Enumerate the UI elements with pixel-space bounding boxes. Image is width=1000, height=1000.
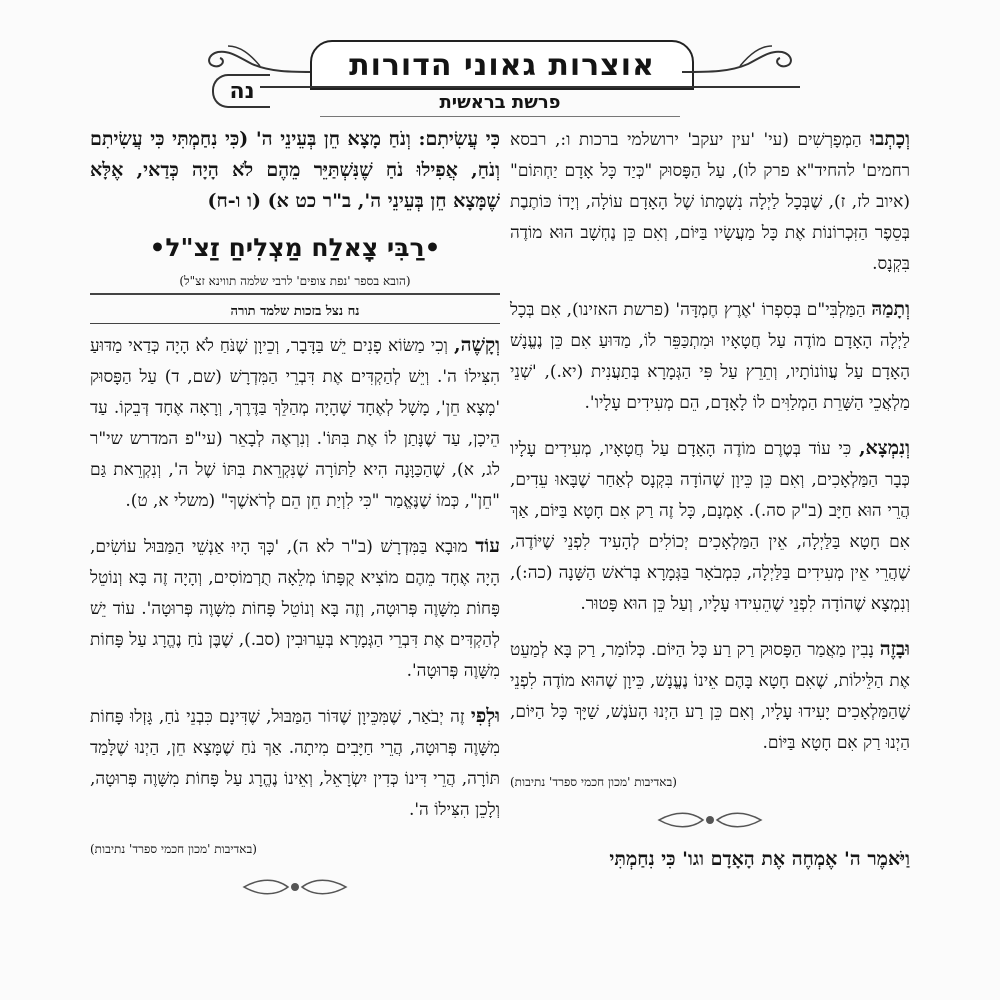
parsha-title: פרשת בראשית: [439, 92, 561, 113]
paragraph: [90, 330, 500, 517]
paragraph: [90, 531, 500, 687]
left-flourish-ornament: [200, 42, 320, 78]
parsha-rule: [320, 116, 680, 117]
paragraph: [510, 294, 910, 419]
paragraph-lead-word: עוֹד: [475, 535, 500, 557]
page-header: [200, 16, 800, 112]
paragraph-lead-word: וְתָמַהּ: [871, 298, 910, 320]
source-credit: (באדיבות 'מכון חכמי ספרד' נתיבות): [90, 842, 257, 856]
paragraph: [510, 634, 910, 759]
paragraph-text: מוּבָא בַּמִּדְרָשׁ (ב"ר לא ה), 'כָּךְ הָיוּ אַנְשֵׁי הַמַּבּוּל עוֹשִׂים, הָיָה אֶחָד מֵהֶם מוֹצִיא קֻפָּתוֹ מְלֵאָה תֻרְמוֹסִים, וְהָיָה זֶה בָּא וְנוֹטֵל פָּחוֹת מִשָּׁוֶה פְּרוּטָה, וְזֶה בָּא וְנוֹטֵל פָּחוֹת מִשָּׁוֶה פְּרוּטָה'. עוֹד יֵשׁ לְהַקְדִּים אֶת דִּבְרֵי הַגְּמָרָא בְּעֵרוּבִין (סב.), שֶׁבֶּן נֹחַ נֶהֱרָג עַל פָּחוֹת מִשָּׁוֶה פְּרוּטָה'.: [90, 537, 500, 681]
paragraph-text: הַמַּלְבִּי"ם בְּסִפְרוֹ 'אֶרֶץ חֶמְדָּה' (פרשת האזינו), אִם בְּכָל לַיְלָה הָאָדָם מוֹדֶה עַל חֲטָאָיו וּמִתְכַּפֵּר לוֹ, מַדּוּעַ אִם כֵּן נֶעֱנָשׁ הָאָדָם עַל עֲווֹנוֹתָיו, וְתֵרֵץ עַל פִּי הַגְּמָרָא בְּתַעֲנִית (יא.), 'שְׁנֵי מַלְאֲכֵי הַשָּׁרֵת הַמְלַוִּים לוֹ לָאָדָם, הֵם מְעִידִים עָלָיו'.: [510, 300, 910, 413]
section-subtitle: נח נצל בזכות שלמד תורה: [90, 301, 500, 324]
paragraph-lead-word: וְנִמְצָא,: [858, 437, 911, 459]
paragraph-lead-word: וְכָתְבוּ: [870, 128, 910, 150]
page-number: נה: [212, 74, 270, 108]
paragraph-text: זֶה יְבֹאַר, שֶׁמִּכֵּיוָן שֶׁדּוֹר הַמַּבּוּל, שֶׁדִּינָם כִּבְנֵי נֹחַ, גָּזְלוּ פָּחוֹת מִשָּׁוֶה פְּרוּטָה, הֲרֵי חַיָּבִים מִיתָה. אַךְ נֹחַ שֶׁמָּצָא חֵן, הַיְנוּ שֶׁלָּמַד תּוֹרָה, הֲרֵי דִּינוֹ כְּדִין יִשְׂרָאֵל, וְאֵינוֹ נֶהֱרָג עַל פָּחוֹת מִשָּׁוֶה פְּרוּטָה, וְלָכֵן הִצִּילוֹ ה'.: [90, 707, 500, 820]
paragraph-lead-word: וְקָשֶׁה,: [453, 334, 501, 356]
page-title-box: [310, 40, 694, 90]
source-credit: (באדיבות 'מכון חכמי ספרד' נתיבות): [510, 775, 677, 789]
paragraph-lead-word: וּלְפִי: [470, 705, 500, 727]
paragraph-text: הַמְפָרְשִׁים (עי' 'עין יעקב' ירושלמי ברכות ו:, רבסא רחמים' להחיד"א פרק לו), עַל הַפָּסוּק "כְּיַד כָּל אָדָם יַחְתּוֹם" (איוב לז, ז), שֶׁבְּכָל לַיְלָה נִשְׁמָתוֹ שֶׁל הָאָדָם עוֹלָה, וְיָדוֹ כּוֹתֶבֶת בְּסֵפֶר הַזִּכְרוֹנוֹת אֶת כָּל מַעֲשָׂיו בַּיּוֹם, וְאִם כֵּן נֶחְשָׁב הוּא מוֹדֶה בִּקְנָס.: [510, 130, 910, 274]
rabbi-source-note: (הובא בספר 'נפת צופים' לרבי שלמה תווינא זצ"ל): [90, 271, 500, 295]
page-title: אוצרות גאוני הדורות: [349, 47, 655, 83]
paragraph-text: וְכִי מַשּׂוֹא פָנִים יֵשׁ בַּדָּבָר, וְכֵיוָן שֶׁנֹּחַ לֹא הָיָה כְּדַאי מַדּוּעַ הִצִּילוֹ ה'. וְיֵשׁ לְהַקְדִּים אֶת דִּבְרֵי הַמִּדְרָשׁ (שם, ד) עַל הַפָּסוּק 'מָצָא חֵן', מָשָׁל לְאֶחָד שֶׁהָיָה מְהַלֵּךְ בַּדֶּרֶךְ, וְרָאָה אֶחָד דְּבֵקוֹ. עַד הֵיכָן, עַד שֶׁנָּתַן לוֹ אֶת בִּתּוֹ'. וְנִרְאֶה לְבָאֵר (עי"פ המדרש שי"ר לג, א), שֶׁהַכַּוָּנָה הִיא לַתּוֹרָה שֶׁנִּקְרֵאת בִּתּוֹ שֶׁל ה', וְנִקְרֵאת גַּם "חֵן", כְּמוֹ שֶׁנֶּאֱמַר "כִּי לִוְיַת חֵן הֵם לְרֹאשֶׁךָ" (משלי א, ט).: [90, 336, 500, 511]
left-column: [90, 124, 500, 912]
section-divider-ornament: [240, 876, 350, 898]
rabbi-title: •רַבִּי צָאלַח מַצְלִיחַ זַצ"ל•: [149, 233, 441, 262]
right-column: [510, 124, 910, 873]
paragraph: [90, 701, 500, 826]
paragraph: [510, 433, 910, 620]
paragraph: [510, 124, 910, 280]
header-rule: [260, 86, 800, 88]
paragraph-text: נָבִין מַאֲמַר הַפָּסוּק רַק רַע כָּל הַיּוֹם. כְּלוֹמַר, רַק בָּא לְמַעֵט אֶת הַלֵּילוֹת, שֶׁאִם חָטָא בָּהֶם אֵינוֹ נֶעֱנָשׁ, כֵּיוָן שֶׁהוּא מוֹדֶה לִפְנֵי שֶׁהַמַּלְאָכִים יָעִידוּ עָלָיו, וְאִם כֵּן רַע הַיְנוּ הָעֹנֶשׁ, שַׁיָּךְ כָּל הַיּוֹם, הַיְנוּ רַק אִם חָטָא בַּיּוֹם.: [510, 640, 910, 753]
verse-heading: כִּי עֲשִׂיתִם: וְנֹחַ מָצָא חֵן בְּעֵינֵי ה' (כִּי נִחַמְתִּי כִּי עֲשִׂיתִם וְנֹחַ, אֲפִילוּ נֹחַ שֶׁנִּשְׁתַּיֵּר מֵהֶם לֹא הָיָה כְּדַאי, אֶלָּא שֶׁמָּצָא חֵן בְּעֵינֵי ה', ב"ר כט א) (ו ו-ח): [90, 128, 500, 212]
right-flourish-ornament: [680, 42, 800, 78]
paragraph-text: כִּי עוֹד בְּטֶרֶם מוֹדֶה הָאָדָם עַל חֲטָאָיו, מְעִידִים עָלָיו כְּבָר הַמַּלְאָכִים, וְאִם כֵּן כֵּיוָן שֶׁהוֹדָה בִּקְנָס לְאַחַר שֶׁבָּאוּ עֵדִים, הֲרֵי הוּא חַיָּב (ב"ק סה.). אָמְנָם, כָּל זֶה רַק אִם חָטָא בַּיּוֹם, אַךְ אִם חָטָא בַּלַּיְלָה, אֵין הַמַּלְאָכִים יְכוֹלִים לְהָעִיד לִפְנֵי שֶׁיּוֹדֶה, שֶׁהֲרֵי אֵין מְעִידִים בַּלַּיְלָה, כִּמְבֹאָר בַּגְּמָרָא בְּרֹאשׁ הַשָּׁנָה (כה:), וְנִמְצָא שֶׁהוֹדָה לִפְנֵי שֶׁהֵעִידוּ עָלָיו, וְעַל כֵּן הוּא פָּטוּר.: [510, 439, 910, 614]
section-divider-ornament: [655, 809, 765, 831]
next-verse-heading: וַיֹּאמֶר ה' אֶמְחֶה אֶת הָאָדָם וגו' כִּי נִחַמְתִּי: [609, 848, 910, 870]
paragraph-lead-word: וּבָזֶה: [879, 638, 911, 660]
